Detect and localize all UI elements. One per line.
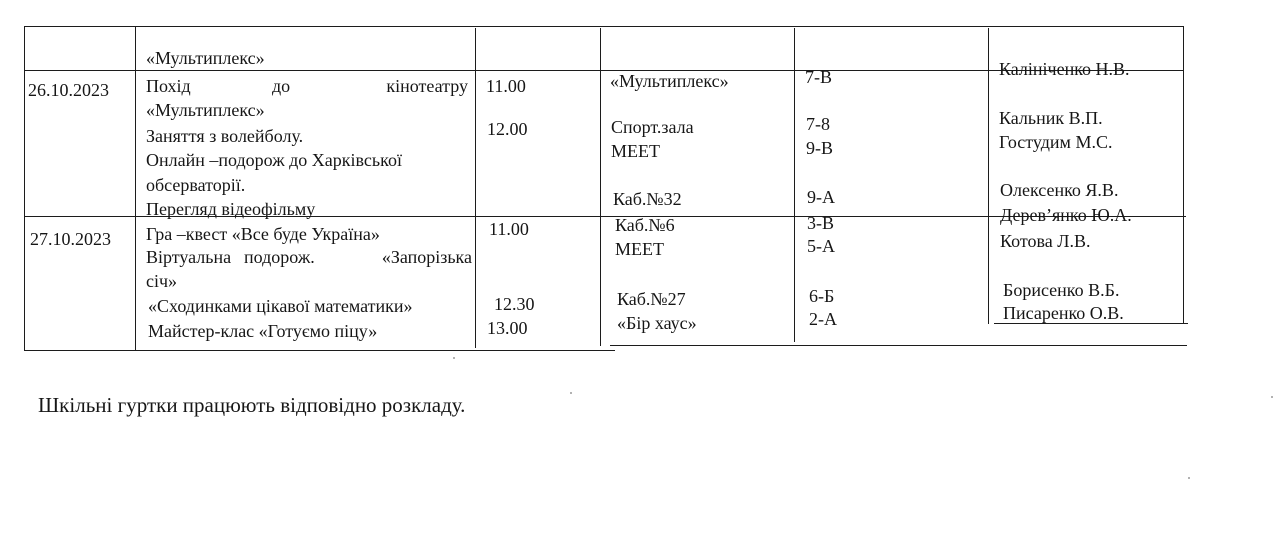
event-cell-continued: «Мультиплекс»: [146, 48, 265, 68]
row-2-event-word-1: Віртуальна: [146, 247, 232, 267]
table-right-border: [1183, 26, 1184, 324]
row-2-event-word-3: «Запорізька: [381, 247, 472, 267]
col-divider-place: [794, 28, 795, 342]
scan-speck: [1271, 396, 1273, 398]
scan-speck: [570, 392, 572, 394]
row-1-class-3: 9-В: [806, 138, 833, 158]
row-1-place-3: МЕЕТ: [611, 141, 660, 161]
row-1-event-line-3: Заняття з волейболу.: [146, 126, 304, 146]
row-2-time-3: 13.00: [487, 318, 528, 338]
row-2-teacher-4: Писаренко О.В.: [1003, 303, 1124, 323]
row-1-event-word-1: Похід: [146, 76, 191, 96]
row-1-event-line-4: Онлайн –подорож до Харківської: [146, 150, 402, 170]
col-divider-time: [600, 28, 601, 346]
row-2-event-word-2: подорож.: [244, 247, 315, 267]
table-bottom-border-right: [610, 345, 1187, 346]
row-2-event-line-1: Гра –квест «Все буде Україна»: [146, 224, 380, 244]
row-1-event-word-3: кінотеатру: [386, 76, 468, 96]
table-top-border: [24, 26, 1183, 27]
row-1-event-line-6: Перегляд відеофільму: [146, 199, 316, 219]
row-2-place-4: «Бір хаус»: [617, 313, 697, 333]
row-2-teacher-2: Котова Л.В.: [1000, 231, 1091, 251]
row-2-time-2: 12.30: [494, 294, 535, 314]
row-2-place-1: Каб.№6: [615, 215, 675, 235]
scan-speck: [1188, 477, 1190, 479]
col-divider-date: [135, 26, 136, 350]
row-1-time-1: 11.00: [486, 76, 526, 96]
row-1-place-1: «Мультиплекс»: [610, 71, 729, 91]
row-1-event-line-1: [146, 75, 468, 97]
clubs-schedule-note: Шкільні гуртки працюють відповідно розкладу.: [38, 393, 466, 417]
row-2-teacher-3: Борисенко В.Б.: [1003, 280, 1120, 300]
row-2-time-1: 11.00: [489, 219, 529, 239]
row-2-place-2: МЕЕТ: [615, 239, 664, 259]
row-2-teacher-1: Дерев’янко Ю.А.: [1000, 205, 1132, 225]
row-1-place-2: Спорт.зала: [611, 117, 694, 137]
row-1-class-2: 7-8: [806, 114, 830, 134]
row-1-class-4: 9-А: [807, 187, 835, 207]
scan-speck: [453, 357, 455, 359]
row-2-class-3: 6-Б: [809, 286, 835, 306]
row-1-place-4: Каб.№32: [613, 189, 682, 209]
row-1-time-2: 12.00: [487, 119, 528, 139]
row-1-teacher-3: Гостудим М.С.: [999, 132, 1113, 152]
row-1-teacher-2: Кальник В.П.: [999, 108, 1103, 128]
row-2-class-2: 5-А: [807, 236, 835, 256]
col-divider-class: [988, 28, 989, 324]
row-1-date: 26.10.2023: [28, 80, 109, 100]
row-1-teacher-1: Калініченко Н.В.: [999, 59, 1130, 79]
row-2-event-line-4: «Сходинками цікавої математики»: [148, 296, 413, 316]
row-2-event-line-5: Майстер-клас «Готуємо піцу»: [148, 321, 378, 341]
row-1-event-word-2: до: [272, 76, 291, 96]
row-1-event-line-2: «Мультиплекс»: [146, 100, 265, 120]
col-divider-event: [475, 28, 476, 348]
row-1-event-line-5: обсерваторії.: [146, 175, 246, 195]
row-2-class-1: 3-В: [807, 213, 834, 233]
row-1-teacher-4: Олексенко Я.В.: [1000, 180, 1119, 200]
row-2-class-4: 2-А: [809, 309, 837, 329]
table-left-border: [24, 26, 25, 351]
row-2-event-line-3: січ»: [146, 271, 178, 291]
table-bottom-border-left: [25, 350, 615, 351]
row-2-place-3: Каб.№27: [617, 289, 686, 309]
row-1-class-1: 7-В: [805, 67, 832, 87]
row-2-date: 27.10.2023: [30, 229, 111, 249]
row-2-event-line-2: [146, 246, 472, 268]
